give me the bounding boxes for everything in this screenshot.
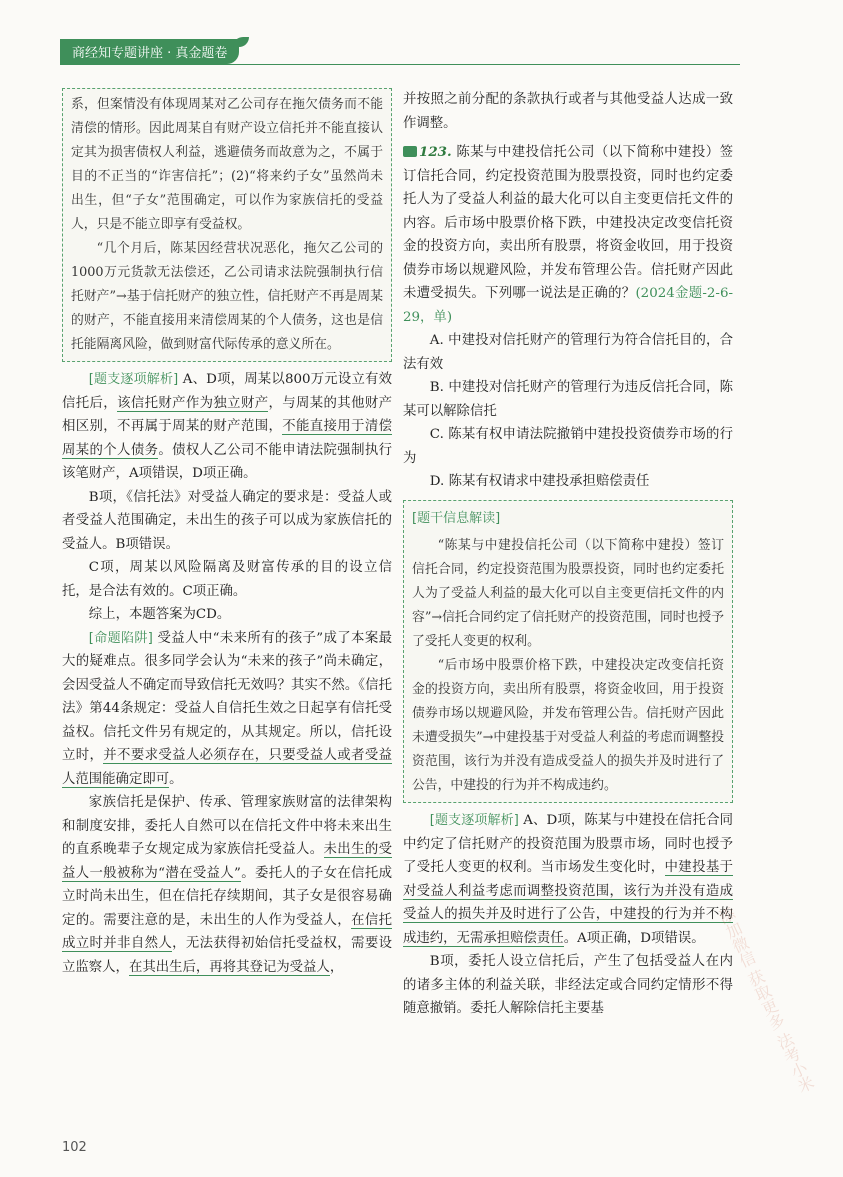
continued-text: 并按照之前分配的条款执行或者与其他受益人达成一致作调整。 xyxy=(403,92,733,131)
text: 受益人中“未来所有的孩子”成了本案最大的疑难点。很多同学会认为“未来的孩子”尚未确定，会因受益人不确定而导致信托无效吗？其实不然。《信托法》第44条规定：受益人自信托生效之日起享有信托受益权。信托文件另有规定的，从其规定。所以，信托设立时， xyxy=(62,630,392,763)
analysis-paragraph xyxy=(403,809,733,950)
underlined-text: 在其出生后，再将其登记为受益人 xyxy=(128,959,330,975)
text: 家族信托是保护、传承、管理家族财富的法律架构和制度安排，委托人自然可以在信托文件中将未来出生的直系晚辈子女规定成为家族信托受益人。 xyxy=(62,795,392,857)
analysis-paragraph-3: C项，周某以风险隔离及财富传承的目的设立信托，是合法有效的。C项正确。 xyxy=(62,560,392,599)
option-d: D. 陈某有权请求中建投承担赔偿责任 xyxy=(429,474,650,489)
text: 。债权人乙公司不能申请法院强制执行该笔财产，A项错误，D项正确。 xyxy=(62,442,392,481)
trap-tag: [命题陷阱] xyxy=(88,630,153,646)
trap-paragraph xyxy=(62,627,392,792)
analysis-paragraph-2: B项，《信托法》对受益人确定的要求是：受益人或者受益人范围确定，未出生的孩子可以成为家族信托的受益人。B项错误。 xyxy=(62,489,392,552)
text: A、D项，陈某与中建投在信托合同中约定了信托财产的投资范围为股票市场，同时也授予了受托人变更的权利。当市场发生变化时， xyxy=(403,813,733,875)
leaf-icon xyxy=(233,37,249,47)
page-number: 102 xyxy=(62,1140,87,1155)
analysis-tag: [题支逐项解析] xyxy=(429,813,519,828)
underlined-text: 未出生的受益人一般被称为“潜在受益人” xyxy=(62,842,392,881)
question-text: 陈某与中建投信托公司（以下简称中建投）签订信托合同，约定投资范围为股票投资，同时也约定委托人为了受益人利益的最大化可以自主变更信托文件的内容。后市场中股票价格下跌，中建投决定改变信托资金的投资方向，卖出所有股票，将资金收回，用于投资债券市场以规避风险，并发布管理公告。信托财产因此未遭受损失。下列哪一说法是正确的？ xyxy=(403,145,733,301)
watermark: 添加微信 获取更多 法考小米 xyxy=(714,904,817,1096)
question-123 xyxy=(403,141,733,329)
question-source: (2024金题-2-6-29，单) xyxy=(403,286,733,325)
text: ，与周某的其他财产相区别，不再属于周某的财产范围， xyxy=(62,395,392,434)
option-a: A. 中建投对信托财产的管理行为符合信托目的，合法有效 xyxy=(403,333,733,372)
analysis-tag: [题支逐项解析] xyxy=(88,372,179,387)
option-b-analysis: B项，委托人设立信托后，产生了包括受益人在内的诸多主体的利益关联，非经法定或合同约定情形不得随意撤销。委托人解除信托主要基 xyxy=(403,954,733,1016)
text: ，无法获得初始信托受益权，需要设立监察人， xyxy=(62,936,392,975)
text: 。 xyxy=(169,771,183,787)
text: 。A项正确，D项错误。 xyxy=(563,930,705,946)
underlined-text: 不能直接用于清偿周某的个人债务 xyxy=(62,419,392,458)
info-box xyxy=(403,500,733,804)
left-column xyxy=(62,88,392,979)
question-number: 123. xyxy=(419,144,452,160)
box-paragraph-1: 系，但案情没有体现周某对乙公司存在拖欠债务而不能清偿的情形。因此周某自有财产设立信托并不能直接认定其为损害债权人利益，逃避债务而故意为之，不属于目的不正当的“诈害信托”；(2)“将来约子女”虽然尚未出生，但“子女”范围确定，可以作为家族信托的受益人，只是不能立即享有受益权。 xyxy=(71,97,383,232)
option-c: C. 陈某有权申请法院撤销中建投投资债券市场的行为 xyxy=(403,427,733,466)
header-divider xyxy=(60,64,740,65)
text: A、D项，周某以800万元设立有效信托后， xyxy=(62,372,392,411)
underlined-text: 在信托成立时并非自然人 xyxy=(62,912,392,951)
family-trust-paragraph xyxy=(62,791,392,979)
info-paragraph-2: “后市场中股票价格下跌，中建投决定改变信托资金的投资方向，卖出所有股票，将资金收回，用于投资债券市场以规避风险，并发布管理公告。信托财产因此未遭受损失”→中建投基于对受益人利益的考虑而调整投资范围，该行为并没有造成受益人的损失并及时进行了公告，中建投的行为并不构成违约。 xyxy=(412,658,724,793)
info-box-title: [题干信息解读] xyxy=(412,510,501,526)
explanation-box xyxy=(62,88,392,362)
options-list xyxy=(403,329,733,494)
header-title: 商经知专题讲座 · 真金题卷 xyxy=(60,39,239,64)
text: ， xyxy=(329,959,344,975)
right-column xyxy=(403,88,733,1021)
underlined-text: 并不要求受益人必须存在，只要受益人或者受益人范围能确定即可 xyxy=(62,748,392,787)
option-b: B. 中建投对信托财产的管理行为违反信托合同，陈某可以解除信托 xyxy=(403,380,733,419)
info-paragraph-1: “陈某与中建投信托公司（以下简称中建投）签订信托合同，约定投资范围为股票投资，同时也约定委托人为了受益人利益的最大化可以自主变更信托文件的内容”→信托合同约定了信托财产的投资范围，同时也授予了受托人变更的权利。 xyxy=(412,538,724,649)
text: 。委托人的子女在信托成立时尚未出生，但在信托存续期间，其子女是很容易确定的。需要注意的是，未出生的人作为受益人， xyxy=(62,865,392,928)
analysis-paragraph-1 xyxy=(62,368,392,486)
underlined-text: 中建投基于对受益人利益考虑而调整投资范围，该行为并没有造成受益人的损失并及时进行了公告，中建投的行为并不构成违约，无需承担赔偿责任 xyxy=(403,860,733,946)
question-icon xyxy=(403,146,417,157)
analysis-paragraph-4: 综上，本题答案为CD。 xyxy=(88,607,231,622)
underlined-text: 该信托财产作为独立财产 xyxy=(117,395,269,411)
page-header xyxy=(60,38,249,64)
box-paragraph-2: “几个月后，陈某因经营状况恶化，拖欠乙公司的1000万元货款无法偿还，乙公司请求法院强制执行信托财产”→基于信托财产的独立性，信托财产不再是周某的财产，不能直接用来清偿周某的个人债务，这也是信托能隔离风险，做到财富代际传承的意义所在。 xyxy=(71,241,383,352)
